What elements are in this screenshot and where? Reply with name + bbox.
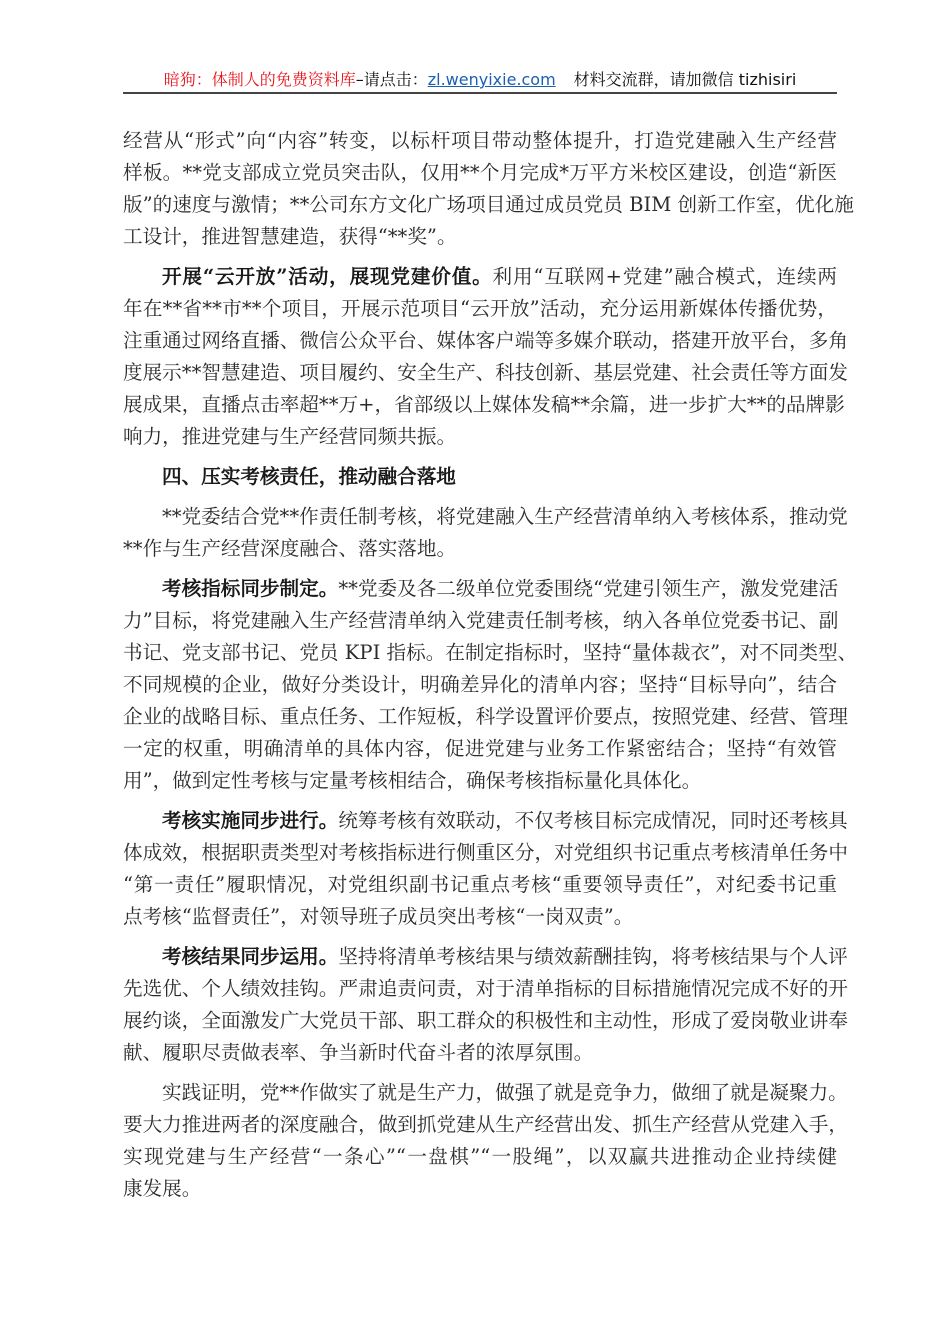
text-line: [123, 189, 854, 221]
paragraph: [123, 805, 848, 933]
text-line: [123, 573, 837, 605]
text-line: [123, 637, 858, 669]
line-text: 工设计，推进智慧建造，获得“**奖”。: [123, 225, 457, 248]
line-text: 展成果，直播点击率超**万+，省部级以上媒体发稿**余篇，进一步扩大**的品牌影: [123, 393, 845, 416]
paragraph: [123, 1077, 848, 1205]
text-line: [123, 533, 837, 565]
text-line: [123, 421, 837, 453]
line-text: 康发展。: [123, 1177, 202, 1200]
text-line: [123, 733, 837, 765]
text-line: [123, 157, 837, 189]
line-text: 书记、党支部书记、党员 KPI 指标。在制定指标时，坚持“量体裁衣”，对不同类型、: [123, 641, 858, 664]
section-heading: [123, 461, 837, 493]
paragraph: [123, 125, 854, 253]
line-text: 响力，推进党建与生产经营同频共振。: [123, 425, 457, 448]
line-text: 体成效，根据职责类型对考核指标进行侧重区分，对党组织书记重点考核清单任务中: [123, 841, 848, 864]
line-text: **党委结合党**作责任制考核，将党建融入生产经营清单纳入考核体系，推动党: [162, 505, 848, 528]
text-line: [123, 901, 837, 933]
text-line: [123, 1141, 837, 1173]
line-text: 注重通过网络直播、微信公众平台、媒体客户端等多媒介联动，搭建开放平台，多角: [123, 329, 848, 352]
page-header: [123, 68, 837, 92]
text-line: [123, 125, 837, 157]
paragraph-lead: 考核结果同步运用。: [162, 945, 339, 968]
line-text: 不同规模的企业，做好分类设计，明确差异化的清单内容；坚持“目标导向”，结合: [123, 673, 837, 696]
paragraph: [123, 501, 848, 565]
line-text: 展约谈，全面激发广大党员干部、职工群众的积极性和主动性，形成了爱岗敬业讲奉: [123, 1009, 848, 1032]
text-line: [123, 389, 845, 421]
paragraph-lead: 开展“云开放”活动，展现党建价值。: [162, 265, 493, 288]
paragraph: [123, 573, 858, 797]
line-text: 先选优、个人绩效挂钩。严肃追责问责，对于清单指标的目标措施情况完成不好的开: [123, 977, 848, 1000]
paragraph-lead: 四、压实考核责任，推动融合落地: [162, 465, 456, 488]
paragraph-lead: 考核指标同步制定。: [162, 577, 339, 600]
line-text: 坚持将清单考核结果与绩效薪酬挂钩，将考核结果与个人评: [338, 945, 848, 968]
line-text: 用”，做到定性考核与定量考核相结合，确保考核指标量化具体化。: [123, 769, 702, 792]
line-text: “第一责任”履职情况，对党组织副书记重点考核“重要领导责任”，对纪委书记重: [123, 873, 837, 896]
text-line: [123, 701, 848, 733]
line-text: 利用“互联网+党建”融合模式，连续两: [492, 265, 837, 288]
text-line: [123, 805, 848, 837]
line-text: 点考核“监督责任”，对领导班子成员突出考核“一岗双责”。: [123, 905, 634, 928]
line-text: 企业的战略目标、重点任务、工作短板，科学设置评价要点，按照党建、经营、管理: [123, 705, 848, 728]
text-line: [123, 837, 848, 869]
text-line: [123, 461, 837, 493]
paragraph-lead: 考核实施同步进行。: [162, 809, 339, 832]
text-line: [123, 293, 837, 325]
text-line: [123, 669, 837, 701]
text-line: [123, 325, 848, 357]
text-line: [123, 605, 837, 637]
text-line: [123, 973, 848, 1005]
text-line: [123, 1077, 848, 1109]
line-text: **作与生产经营深度融合、落实落地。: [123, 537, 457, 560]
text-line: [123, 765, 837, 797]
text-line: [123, 1037, 837, 1069]
line-text: 献、履职尽责做表率、争当新时代奋斗者的浓厚氛围。: [123, 1041, 594, 1064]
line-text: 实现党建与生产经营“一条心”“一盘棋”“一股绳”，以双赢共进推动企业持续健: [123, 1145, 837, 1168]
line-text: 度展示**智慧建造、项目履约、安全生产、科技创新、基层党建、社会责任等方面发: [123, 361, 848, 384]
text-line: [123, 261, 837, 293]
text-line: [123, 221, 837, 253]
paragraph: [123, 941, 848, 1069]
line-text: 统筹考核有效联动，不仅考核目标完成情况，同时还考核具: [338, 809, 848, 832]
paragraph: [123, 261, 848, 453]
header-link[interactable]: zl.wenyixie.com: [427, 70, 556, 89]
text-line: [123, 1005, 848, 1037]
line-text: 样板。**党支部成立党员突击队，仅用**个月完成*万平方米校区建设，创造“新医: [123, 161, 837, 184]
header-click-prompt: –请点击：: [355, 70, 428, 89]
header-divider: [123, 92, 837, 94]
line-text: 实践证明，党**作做实了就是生产力，做强了就是竞争力，做细了就是凝聚力。: [162, 1081, 848, 1104]
text-line: [123, 941, 848, 973]
header-group-note: 材料交流群，请加微信 tizhisiri: [573, 70, 797, 89]
text-line: [123, 869, 837, 901]
line-text: 力”目标，将党建融入生产经营清单纳入党建责任制考核，纳入各单位党委书记、副: [123, 609, 839, 632]
text-line: [123, 1173, 837, 1205]
line-text: 经营从“形式”向“内容”转变，以标杆项目带动整体提升，打造党建融入生产经营: [123, 129, 837, 152]
line-text: 要大力推进两者的深度融合，做到抓党建从生产经营出发、抓生产经营从党建入手，: [123, 1113, 848, 1136]
line-text: 版”的速度与激情；**公司东方文化广场项目通过成员党员 BIM 创新工作室，优化施: [123, 193, 854, 216]
line-text: **党委及各二级单位党委围绕“党建引领生产，激发党建活: [338, 577, 839, 600]
header-brand: 暗狗：体制人的免费资料库: [163, 70, 356, 89]
text-line: [123, 1109, 848, 1141]
line-text: 一定的权重，明确清单的具体内容，促进党建与业务工作紧密结合；坚持“有效管: [123, 737, 837, 760]
text-line: [123, 501, 848, 533]
document-body: [123, 125, 858, 1213]
text-line: [123, 357, 848, 389]
line-text: 年在**省**市**个项目，开展示范项目“云开放”活动，充分运用新媒体传播优势，: [123, 297, 837, 320]
